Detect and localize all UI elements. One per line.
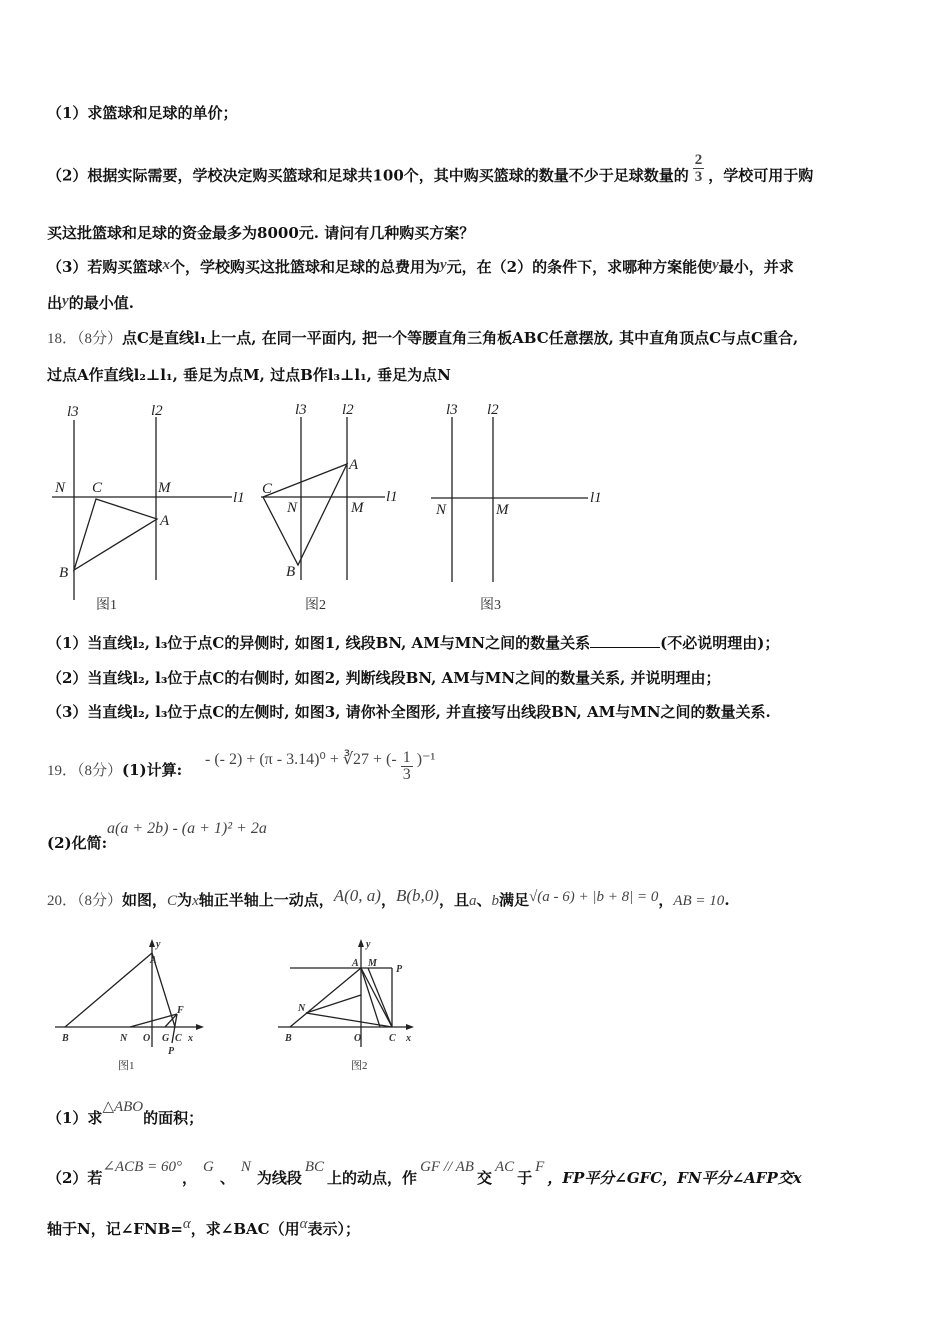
fig3-label-N: N [436,502,447,518]
q20-part2-h: ，求∠BAC（用 [190,1220,300,1238]
q20-s4: ，且 [438,891,469,909]
q17-fraction-num: 2 [694,152,703,168]
q20-triangle-ABO: △ABO [102,1099,144,1115]
q17-fraction-den: 3 [694,169,703,185]
q19-expr1-frac-num: 1 [402,749,411,766]
fig2-label-M: M [351,500,364,516]
q20-part2-e: 于 [517,1169,533,1187]
q20-fig2-label-N: N [298,1003,306,1014]
q20-fig1-label-B: B [62,1033,69,1044]
q20-alpha2: α [299,1216,308,1232]
q18-part1 [47,633,779,653]
q20-part2-line2 [47,1216,360,1240]
q18-part3: （3）当直线l₂, l₃位于点C的左侧时, 如图3, 请你补全图形, 并直接写出线段BN, AM与MN之间的数量关系. [47,703,771,721]
q20-s7: . [724,891,730,909]
q18-answer-blank [590,633,660,648]
q20-var-x: x [192,893,199,909]
q20-part1-a: （1）求 [47,1109,103,1127]
q20-fig2-label-A: A [352,958,359,969]
fig3-label-l1: l1 [590,490,602,506]
q17-part2-line2: 买这批篮球和足球的资金最多为8000元. 请问有几种购买方案？ [47,224,475,242]
q18-stem-line2: 过点A作直线l₂⊥l₁, 垂足为点M, 过点B作l₃⊥l₁, 垂足为点N [47,366,451,384]
fig1-label-A: A [160,513,170,529]
q17-var-y2: y [712,257,719,273]
q20-part2-g: 轴于N，记∠FNB= [47,1220,183,1238]
fig2-seg-BA [290,968,361,1027]
q17-part3-b: 个，学校购买这批篮球和足球的总费用为 [169,258,440,276]
q20-fig1-label-N: N [120,1033,128,1044]
q20-fig1-label-F: F [177,1005,184,1016]
q20-var-F: F [535,1159,545,1175]
q20-fig1-label-P: P [168,1046,175,1057]
q19-expr1-frac [401,750,413,783]
q19-expr1-main: - (- 2) + (π - 3.14)⁰ + ∛27 + (- [205,751,397,769]
fig1-seg-BA [65,953,152,1027]
q20-point-A: A(0, a) [333,886,381,905]
q17-var-y: y [439,257,447,273]
q20-fig2-label-x: x [406,1033,411,1044]
q20-part2-comma: ， [181,1169,197,1187]
q18-stem-line1 [47,328,798,349]
q17-part3-e: 出 [47,294,63,312]
fig1-label-l3: l3 [67,404,79,420]
q20-part2-line1 [47,1159,802,1189]
q20-angle-ACB: ∠ACB = 60° [102,1159,182,1175]
q20-parallel-GF-AB: GF // AB [420,1159,474,1175]
fig2-seg-MC [368,968,392,1027]
q20-fig1-label-O: O [143,1033,151,1044]
q20-fig2-label-P: P [396,964,403,975]
q20-alpha: α [182,1216,191,1232]
fig1-triangle [74,499,157,570]
fig2-label-B: B [286,564,296,580]
fig1-label-M: M [158,480,171,496]
q20-s3: 轴正半轴上一动点， [198,891,334,909]
fig3-label-l3: l3 [446,402,458,418]
fig2-seg-N [306,995,361,1013]
fig2-label-C: C [262,481,273,497]
q20-fig1-caption: 图1 [118,1060,135,1072]
fig2-label-l1: l1 [386,489,398,505]
q20-stem [47,886,730,911]
q20-fig2-caption: 图2 [351,1060,368,1072]
q17-part2-text-a: （2）根据实际需要，学校决定购买篮球和足球共100个，其中购买篮球的数量不少于足球数量的 [47,166,689,185]
q17-part3-line2 [47,293,134,314]
q20-part1 [47,1099,204,1129]
q17-part3-d: 最小，并求 [718,258,794,276]
q20-point-B: B(b,0) [395,886,439,905]
q19-expr1-end: )⁻¹ [416,751,436,769]
q20-s1: 如图， [122,891,168,909]
fig3-label-M: M [496,502,509,518]
q20-fig1-label-x: x [188,1033,193,1044]
q19-part2-label: (2)化简: [47,834,108,852]
fig2-label-N: N [287,500,298,516]
q20-part2-i: 表示）； [307,1220,360,1238]
fig1-label-l2: l2 [151,403,163,419]
q19-expr1-frac-den: 3 [402,766,411,783]
q20-seg-BC: BC [304,1159,325,1175]
q20-number: 20．（8分） [47,893,123,909]
q20-var-a: a [468,893,477,909]
fig1-label-l1: l1 [233,490,245,506]
q18-stem1: 点C是直线l₁上一点, 在同一平面内, 把一个等腰直角三角板ABC任意摆放, 其中直角顶点C与点C重合, [122,329,799,347]
q20-s2: 为 [177,891,193,909]
q20-part2-b: 为线段 [256,1169,302,1187]
q17-part3-f: 的最小值. [68,294,134,312]
q17-part2-line1 [47,152,814,193]
q20-fig2-label-B: B [285,1033,292,1044]
q20-sep: ， [380,891,396,909]
fig2-triangle [263,464,347,565]
q20-fig1-label-C: C [175,1033,182,1044]
fig2-label-l3: l3 [295,402,307,418]
q18-part2: （2）当直线l₂, l₃位于点C的右侧时, 如图2, 判断线段BN, AM与MN之间的数量关系, 并说明理由； [47,669,721,687]
fig3-label-l2: l2 [487,402,499,418]
q19-part1-label: (1)计算: [122,761,183,779]
q20-fig1-label-A: A [150,955,157,966]
q20-part2-c: 上的动点，作 [327,1169,418,1187]
fig2-label-A: A [349,457,359,473]
fig1-label-B: B [59,565,69,581]
fig1-seg-NF [130,1014,177,1027]
q20-part2-dun: 、 [219,1169,235,1187]
fig2-label-l2: l2 [342,402,354,418]
q20-fig2-label-M: M [368,958,377,969]
fig1-caption: 图1 [96,598,117,613]
q20-condition: √(a - 6) + |b + 8| = 0 [529,889,659,905]
q20-fig1-label-y: y [156,939,161,950]
q19-part1 [47,760,182,781]
q20-var-N: N [240,1159,251,1175]
q20-s5: 满足 [498,891,529,909]
fig2-x-arrow [406,1024,414,1030]
q17-part3-a: （3）若购买篮球 [47,258,163,276]
q20-part2-f: ，FP平分∠GFC，FN平分∠AFP交x [547,1169,802,1187]
fig1-label-C: C [92,480,103,496]
q17-var-x: x [162,257,170,273]
q20-var-G: G [202,1159,214,1175]
q20-fig2-label-O: O [354,1033,362,1044]
fig1-label-N: N [55,480,66,496]
q20-var-C: C [167,893,178,909]
fig1-y-arrow [149,939,155,947]
q17-part3-line1 [47,257,794,278]
q19-number: 19．（8分） [47,763,123,779]
fig1-x-arrow [196,1024,204,1030]
fig2-y-arrow [358,939,364,947]
q19-expression2: a(a + 2b) - (a + 1)² + 2a [107,820,267,837]
q17-part1: （1）求篮球和足球的单价； [47,104,238,122]
q18-part1-text: （1）当直线l₂, l₃位于点C的异侧时, 如图1, 线段BN, AM与MN之间的数量关系 [47,634,591,652]
q19-expression1 [205,744,436,783]
q20-part2-a: （2）若 [47,1169,103,1187]
q18-part1-note: (不必说明理由)； [660,634,780,652]
q20-dun: 、 [476,891,492,909]
q17-part2-text-b: ，学校可用于购 [708,166,814,185]
q20-seg-AC: AC [494,1159,515,1175]
fig2-caption: 图2 [305,598,326,613]
q20-var-b: b [491,893,499,909]
q20-figures [0,935,950,1085]
q20-s6: ， [658,891,674,909]
q20-part2-d: 交 [476,1169,492,1187]
q20-fig2-label-C: C [389,1033,396,1044]
q17-var-y3: y [62,293,69,309]
q18-figures [0,395,950,625]
q20-part1-b: 的面积； [143,1109,204,1127]
fig3-caption: 图3 [480,598,501,613]
q20-fig1-label-G: G [162,1033,170,1044]
q20-AB-length: AB = 10 [673,893,725,909]
q18-number: 18．（8分） [47,331,123,347]
q17-part3-c: 元，在（2）的条件下，求哪种方案能使 [446,258,713,276]
q17-fraction [693,152,705,185]
q20-fig2-label-y: y [366,939,371,950]
